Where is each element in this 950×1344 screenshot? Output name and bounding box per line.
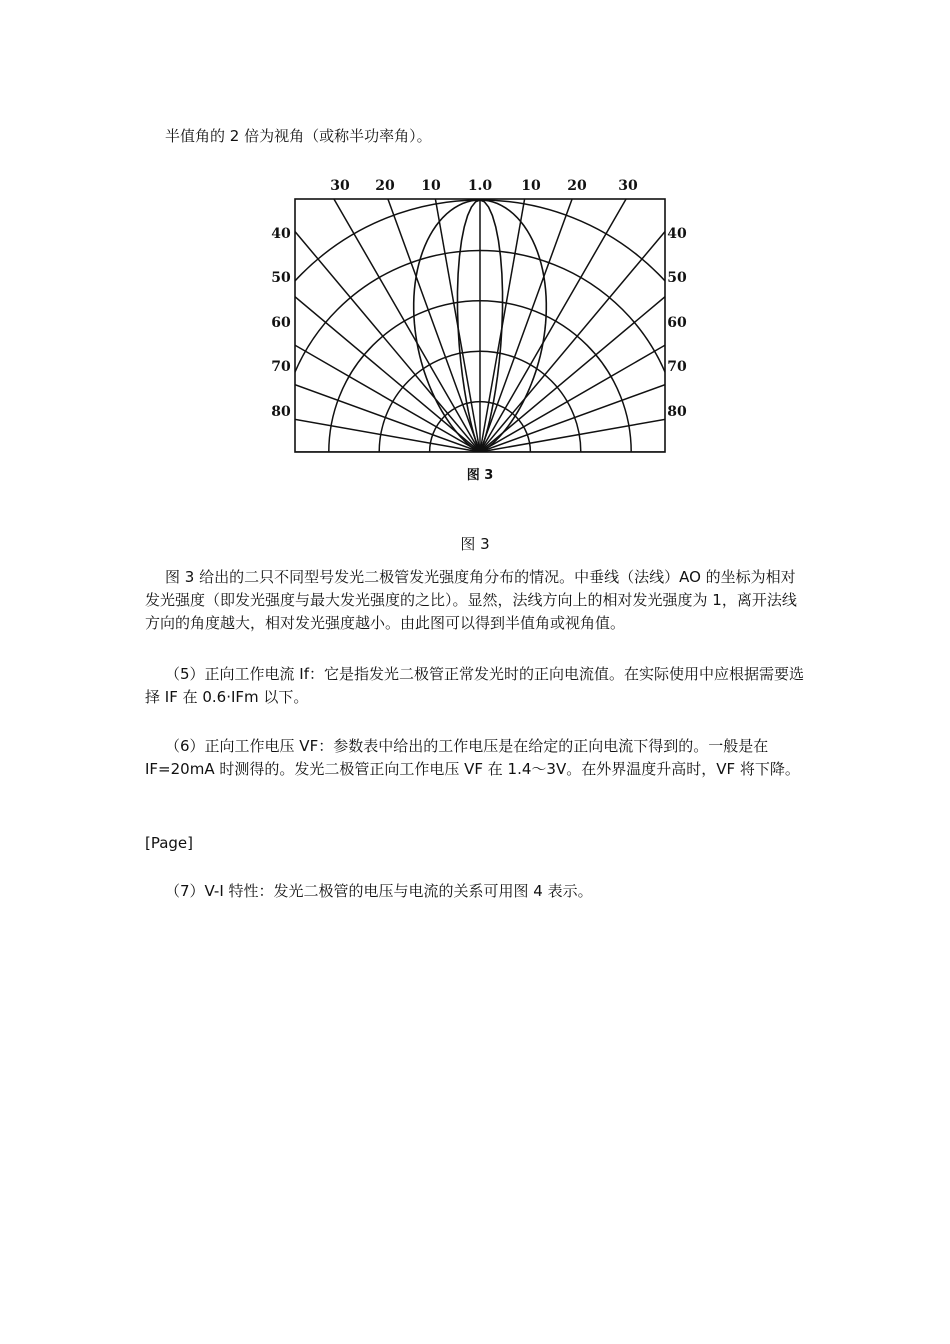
polar-diagram — [268, 170, 688, 490]
top-label: 30 — [618, 178, 638, 194]
top-label: 10 — [421, 178, 441, 194]
angle-line — [308, 170, 480, 452]
left-label: 70 — [271, 359, 291, 375]
right-label: 80 — [667, 404, 687, 420]
left-label: 40 — [271, 226, 291, 242]
intro-paragraph: 半值角的 2 倍为视角（或称半功率角）。 — [165, 127, 432, 145]
top-label: 20 — [375, 178, 395, 194]
page-marker: [Page] — [145, 834, 194, 852]
forward-voltage-paragraph: （6）正向工作电压 VF：参数表中给出的工作电压是在给定的正向电流下得到的。一般是在 IF=20mA 时测得的。发光二极管正向工作电压 VF 在 1.4～3V。在外界温度升高时，VF 将下降。 — [145, 737, 800, 778]
forward-current-paragraph: （5）正向工作电流 If：它是指发光二极管正常发光时的正向电流值。在实际使用中应根据需要选择 IF 在 0.6·IFm 以下。 — [145, 665, 805, 706]
vi-characteristics-paragraph: （7）V-I 特性：发光二极管的电压与电流的关系可用图 4 表示。 — [165, 882, 593, 900]
top-label: 10 — [521, 178, 541, 194]
top-label: 30 — [330, 178, 350, 194]
right-label: 40 — [667, 226, 687, 242]
description-paragraph: 图 3 给出的二只不同型号发光二极管发光强度角分布的情况。中垂线（法线）AO 的坐标为相对发光强度（即发光强度与最大发光强度的之比）。显然，法线方向上的相对发光强度为 1，离开法线方向的角度越大，相对发光强度越小。由此图可以得到半值角或视角值。 — [145, 568, 797, 632]
right-label: 70 — [667, 359, 687, 375]
top-label-center: 1.0 — [467, 178, 493, 194]
figure-inner-label: 图 3 — [466, 468, 494, 483]
polar-radiation-figure — [268, 170, 688, 490]
angle-line — [480, 170, 652, 452]
left-label: 50 — [271, 270, 291, 286]
angle-line — [268, 364, 480, 452]
figure-caption: 图 3 — [460, 535, 490, 553]
top-label: 20 — [567, 178, 587, 194]
right-label: 50 — [667, 270, 687, 286]
right-label: 60 — [667, 315, 687, 331]
left-label: 60 — [271, 315, 291, 331]
left-label: 80 — [271, 404, 291, 420]
angle-line — [480, 364, 688, 452]
